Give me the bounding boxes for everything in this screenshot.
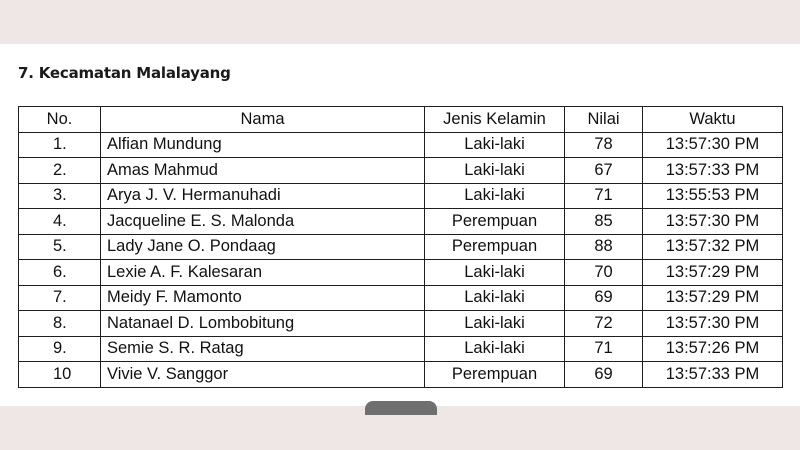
- cell-waktu: 13:57:29 PM: [643, 260, 783, 286]
- cell-nama: Lexie A. F. Kalesaran: [101, 260, 425, 286]
- table-row: [19, 183, 783, 209]
- cell-nilai: 88: [565, 234, 643, 260]
- cell-nama: Arya J. V. Hermanuhadi: [101, 183, 425, 209]
- cell-no: 6.: [19, 260, 101, 286]
- cell-jenis-kelamin: Laki-laki: [425, 336, 565, 362]
- section-heading: 7. Kecamatan Malalayang: [18, 64, 231, 82]
- table-row: [19, 132, 783, 158]
- cell-no: 9.: [19, 336, 101, 362]
- cell-jenis-kelamin: Perempuan: [425, 362, 565, 388]
- header-jenis-kelamin: Jenis Kelamin: [425, 107, 565, 133]
- cell-no: 10: [19, 362, 101, 388]
- cell-jenis-kelamin: Laki-laki: [425, 132, 565, 158]
- table-row: [19, 209, 783, 235]
- cell-waktu: 13:57:30 PM: [643, 209, 783, 235]
- cell-nilai: 71: [565, 183, 643, 209]
- cell-no: 5.: [19, 234, 101, 260]
- table-row: [19, 260, 783, 286]
- cell-jenis-kelamin: Perempuan: [425, 209, 565, 235]
- cell-jenis-kelamin: Laki-laki: [425, 311, 565, 337]
- table-row: [19, 336, 783, 362]
- cell-nama: Natanael D. Lombobitung: [101, 311, 425, 337]
- cell-nilai: 71: [565, 336, 643, 362]
- cell-nama: Jacqueline E. S. Malonda: [101, 209, 425, 235]
- results-table: [18, 106, 783, 388]
- cell-nama: Alfian Mundung: [101, 132, 425, 158]
- cell-nama: Amas Mahmud: [101, 158, 425, 184]
- cell-waktu: 13:55:53 PM: [643, 183, 783, 209]
- cell-nama: Meidy F. Mamonto: [101, 285, 425, 311]
- cell-nilai: 70: [565, 260, 643, 286]
- cell-jenis-kelamin: Laki-laki: [425, 285, 565, 311]
- cell-nilai: 67: [565, 158, 643, 184]
- header-nilai: Nilai: [565, 107, 643, 133]
- cell-nama: Semie S. R. Ratag: [101, 336, 425, 362]
- cell-nilai: 69: [565, 362, 643, 388]
- header-waktu: Waktu: [643, 107, 783, 133]
- cell-no: 1.: [19, 132, 101, 158]
- cell-no: 4.: [19, 209, 101, 235]
- document-page: [0, 44, 800, 406]
- table-row: [19, 311, 783, 337]
- cell-jenis-kelamin: Perempuan: [425, 234, 565, 260]
- cell-waktu: 13:57:33 PM: [643, 362, 783, 388]
- cell-no: 8.: [19, 311, 101, 337]
- table-row: [19, 362, 783, 388]
- cell-waktu: 13:57:33 PM: [643, 158, 783, 184]
- cell-jenis-kelamin: Laki-laki: [425, 158, 565, 184]
- table-row: [19, 234, 783, 260]
- cell-no: 2.: [19, 158, 101, 184]
- header-nama: Nama: [101, 107, 425, 133]
- table-row: [19, 285, 783, 311]
- cell-waktu: 13:57:32 PM: [643, 234, 783, 260]
- cell-nilai: 69: [565, 285, 643, 311]
- cell-waktu: 13:57:30 PM: [643, 132, 783, 158]
- cell-jenis-kelamin: Laki-laki: [425, 260, 565, 286]
- cell-waktu: 13:57:26 PM: [643, 336, 783, 362]
- cell-no: 3.: [19, 183, 101, 209]
- cell-waktu: 13:57:29 PM: [643, 285, 783, 311]
- header-no: No.: [19, 107, 101, 133]
- cell-jenis-kelamin: Laki-laki: [425, 183, 565, 209]
- cell-nama: Lady Jane O. Pondaag: [101, 234, 425, 260]
- table-header-row: [19, 107, 783, 133]
- cell-nilai: 78: [565, 132, 643, 158]
- scroll-handle[interactable]: [365, 401, 437, 415]
- cell-nama: Vivie V. Sanggor: [101, 362, 425, 388]
- cell-waktu: 13:57:30 PM: [643, 311, 783, 337]
- cell-no: 7.: [19, 285, 101, 311]
- cell-nilai: 72: [565, 311, 643, 337]
- cell-nilai: 85: [565, 209, 643, 235]
- table-row: [19, 158, 783, 184]
